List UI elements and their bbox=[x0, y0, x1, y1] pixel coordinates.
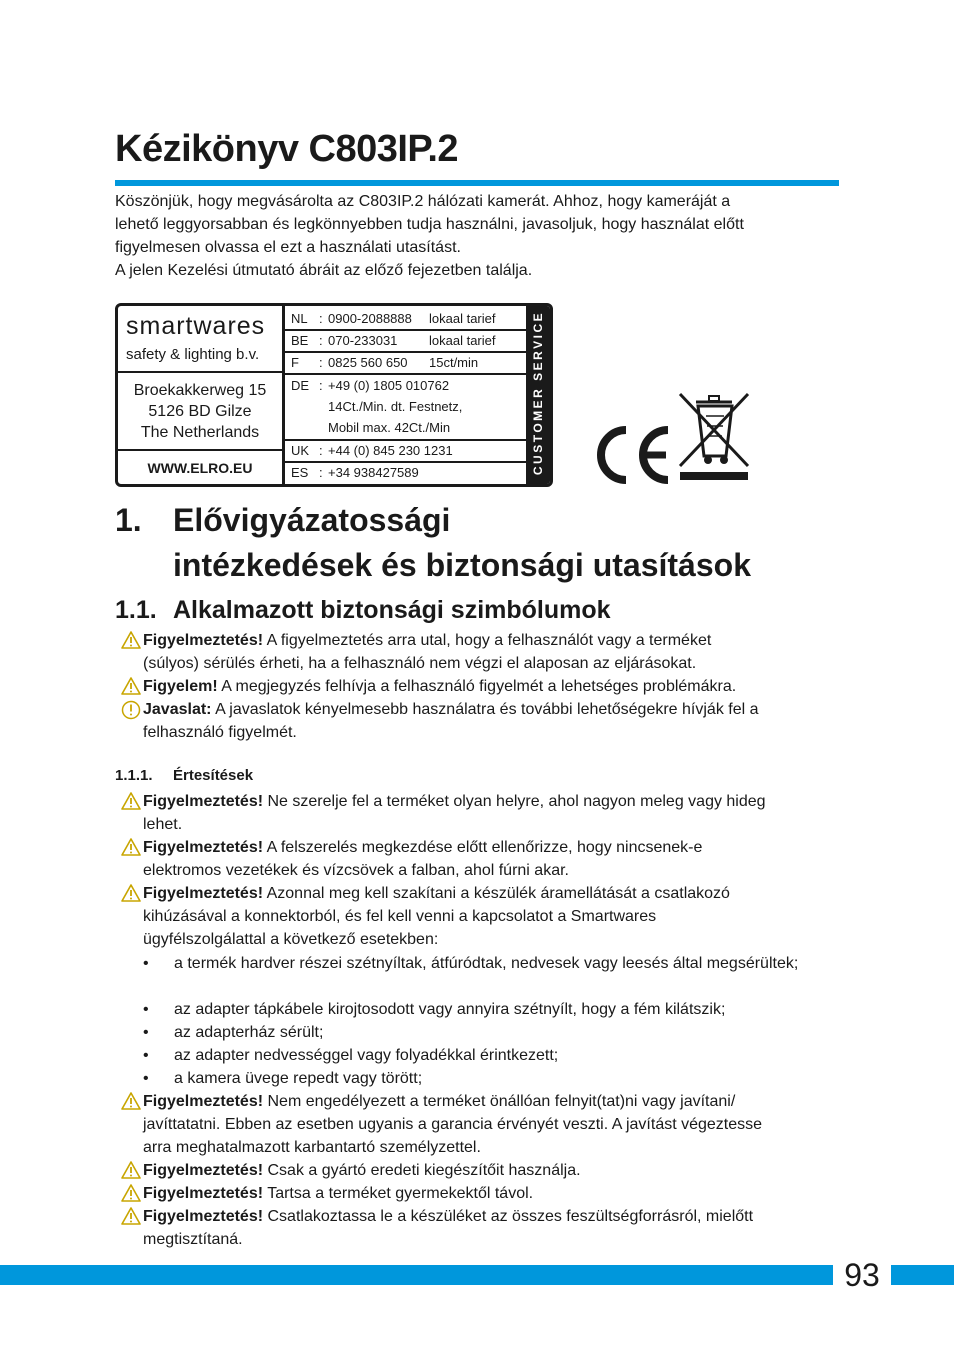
subsection-heading bbox=[115, 596, 611, 625]
bullet-text: az adapter nedvességgel vagy folyadékkal érintkezett; bbox=[174, 1047, 559, 1064]
notice-text: Csatlakoztassa le a készüléket az összes feszültségforrásról, mielőtt bbox=[263, 1208, 754, 1225]
notice-item bbox=[143, 1182, 843, 1205]
warning-label: Figyelmeztetés! bbox=[143, 1185, 264, 1202]
section-title: intézkedések és biztonsági utasítások bbox=[173, 547, 751, 583]
warning-label: Figyelmeztetés! bbox=[143, 885, 264, 902]
divider bbox=[285, 373, 526, 375]
intro-line: Köszönjük, hogy megvásárolta az C803IP.2 hálózati kamerát. Ahhoz, hogy kameráját a bbox=[115, 193, 731, 210]
country-code: NL bbox=[291, 311, 308, 326]
tariff: Mobil max. 42Ct./Min bbox=[328, 420, 451, 435]
warning-label: Figyelmeztetés! bbox=[143, 1162, 264, 1179]
tariff: 15ct/min bbox=[429, 355, 479, 370]
customer-service-card bbox=[115, 303, 553, 487]
warning-label: Figyelmeztetés! bbox=[143, 632, 264, 649]
warning-icon bbox=[121, 677, 141, 702]
page-title: Kézikönyv C803IP.2 bbox=[115, 128, 459, 170]
notice-text: Azonnal meg kell szakítani a készülék áramellátását a csatlakozó bbox=[263, 885, 730, 902]
warning-icon bbox=[121, 1207, 141, 1232]
bullet-text: a termék hardver részei szétnyíltak, átfúródtak, nedvesek vagy leesés által megsérültek; bbox=[174, 955, 799, 972]
notice-text: A felszerelés megkezdése előtt ellenőrizze, hogy nincsenek-e bbox=[263, 839, 703, 856]
footer-bar bbox=[0, 1265, 954, 1285]
notice-item bbox=[143, 1090, 843, 1159]
tariff: lokaal tarief bbox=[429, 311, 496, 326]
warning-icon bbox=[121, 792, 141, 817]
country-code: DE bbox=[291, 378, 310, 393]
page-number: 93 bbox=[833, 1257, 891, 1293]
company-block bbox=[118, 306, 282, 484]
notice-item bbox=[143, 836, 843, 882]
notice-text: megtisztítaná. bbox=[143, 1231, 243, 1248]
crossed-wheelie-bin-icon bbox=[676, 390, 752, 482]
notice-item bbox=[143, 1205, 843, 1251]
bullet-marker: • bbox=[143, 1047, 149, 1064]
notice-text: Nem engedélyezett a terméket önállóan felnyit(tat)ni vagy javítani/ bbox=[263, 1093, 736, 1110]
notice-text: elektromos vezetékek és vízcsövek a falban, ahol fúrni akar. bbox=[143, 862, 569, 879]
phone-number: 070-233031 bbox=[328, 333, 398, 348]
brand-name: smartwares bbox=[126, 312, 266, 340]
notice-text: lehet. bbox=[143, 816, 183, 833]
notice-text: javíttatatni. Ebben az esetben ugyanis a garancia érvényét veszti. A javítást végeztesse bbox=[143, 1116, 763, 1133]
country-code: BE bbox=[291, 333, 309, 348]
warning-label: Figyelmeztetés! bbox=[143, 1208, 264, 1225]
notice-text: ügyfélszolgálattal a következő esetekben: bbox=[143, 931, 439, 948]
symbol-text: A megjegyzés felhívja a felhasználó figyelmét a lehetséges problémákra. bbox=[217, 678, 737, 695]
symbol-item bbox=[143, 698, 843, 744]
subsection-title: Alkalmazott biztonsági szimbólumok bbox=[173, 596, 611, 624]
warning-label: Figyelmeztetés! bbox=[143, 793, 264, 810]
separator: : bbox=[319, 465, 323, 480]
warning-icon bbox=[121, 631, 141, 656]
symbol-item bbox=[143, 675, 843, 698]
warning-icon bbox=[121, 1092, 141, 1117]
symbol-text: felhasználó figyelmét. bbox=[143, 724, 297, 741]
phone-number: 0825 560 650 bbox=[328, 355, 408, 370]
intro-line: lehető leggyorsabban és legkönnyebben tudja használni, javasoljuk, hogy használat előtt bbox=[115, 216, 744, 233]
symbol-text: A javaslatok kényelmesebb használatra és további lehetőségekre hívják fel a bbox=[211, 701, 759, 718]
symbol-text: (súlyos) sérülés érheti, ha a felhasználó nem végzi el alaposan az eljárásokat. bbox=[143, 655, 697, 672]
intro-line: figyelmesen olvassa el ezt a használati utasítást. bbox=[115, 239, 461, 256]
notice-text: arra meghatalmazott karbantartó személyzettel. bbox=[143, 1139, 481, 1156]
bullet-marker: • bbox=[143, 1024, 149, 1041]
website-link[interactable]: WWW.ELRO.EU bbox=[147, 460, 253, 476]
tip-label: Javaslat: bbox=[143, 701, 212, 718]
notice-text: Csak a gyártó eredeti kiegészítőit használja. bbox=[263, 1162, 581, 1179]
separator: : bbox=[319, 443, 323, 458]
bullet-marker: • bbox=[143, 1001, 149, 1018]
subsubsection-number: 1.1.1. bbox=[115, 767, 153, 784]
phone-number: +34 938427589 bbox=[328, 465, 419, 480]
bullet-marker: • bbox=[143, 955, 149, 972]
subsubsection-title: Értesítések bbox=[173, 767, 254, 784]
customer-service-band bbox=[526, 306, 550, 484]
subsection-number: 1.1. bbox=[115, 596, 157, 624]
notice-item bbox=[143, 1159, 843, 1182]
section-title: Elővigyázatossági bbox=[173, 502, 451, 538]
address-line: 5126 BD Gilze bbox=[148, 403, 252, 420]
intro-paragraph bbox=[115, 190, 839, 282]
warning-icon bbox=[121, 1184, 141, 1209]
brand-subtitle: safety & lighting b.v. bbox=[126, 346, 260, 363]
phone-list bbox=[285, 306, 526, 484]
separator: : bbox=[319, 355, 323, 370]
warning-icon bbox=[121, 838, 141, 863]
country-code: ES bbox=[291, 465, 309, 480]
bullet-marker: • bbox=[143, 1070, 149, 1087]
country-code: UK bbox=[291, 443, 310, 458]
address-line: Broekakkerweg 15 bbox=[133, 382, 267, 399]
separator: : bbox=[319, 378, 323, 393]
notice-text: Ne szerelje fel a terméket olyan helyre, ahol nagyon meleg vagy hideg bbox=[263, 793, 766, 810]
notice-item bbox=[143, 882, 843, 951]
notice-label: Figyelem! bbox=[143, 678, 218, 695]
ce-mark-icon bbox=[590, 424, 672, 486]
company-address bbox=[118, 380, 282, 443]
divider bbox=[118, 449, 282, 451]
separator: : bbox=[319, 311, 323, 326]
phone-number: +44 (0) 845 230 1231 bbox=[328, 443, 453, 458]
bullet-text: az adapterház sérült; bbox=[174, 1024, 324, 1041]
info-icon bbox=[121, 700, 141, 727]
notice-text: kihúzásával a konnektorból, és fel kell venni a kapcsolatot a Smartwares bbox=[143, 908, 657, 925]
warning-label: Figyelmeztetés! bbox=[143, 839, 264, 856]
address-line: The Netherlands bbox=[140, 424, 260, 441]
country-code: F bbox=[291, 355, 299, 370]
warning-label: Figyelmeztetés! bbox=[143, 1093, 264, 1110]
tariff: lokaal tarief bbox=[429, 333, 496, 348]
divider bbox=[118, 371, 282, 373]
symbol-text: A figyelmeztetés arra utal, hogy a felhasználót vagy a terméket bbox=[263, 632, 712, 649]
warning-icon bbox=[121, 884, 141, 909]
notice-text: Tartsa a terméket gyermekektől távol. bbox=[263, 1185, 534, 1202]
warning-icon bbox=[121, 1161, 141, 1186]
section-number: 1. bbox=[115, 502, 142, 538]
tariff: 14Ct./Min. dt. Festnetz, bbox=[328, 399, 463, 414]
intro-line: A jelen Kezelési útmutató ábráit az előző fejezetben találja. bbox=[115, 262, 533, 279]
separator: : bbox=[319, 333, 323, 348]
title-rule bbox=[115, 180, 839, 186]
subsubsection-heading bbox=[115, 767, 254, 784]
bullet-text: az adapter tápkábele kirojtosodott vagy annyira szétnyílt, hogy a fém kilátszik; bbox=[174, 1001, 726, 1018]
notice-item bbox=[143, 790, 843, 836]
phone-number: 0900-2088888 bbox=[328, 311, 412, 326]
bullet-text: a kamera üvege repedt vagy törött; bbox=[174, 1070, 423, 1087]
band-label: CUSTOMER SERVICE bbox=[531, 310, 545, 476]
symbol-item bbox=[143, 629, 843, 675]
phone-number: +49 (0) 1805 010762 bbox=[328, 378, 450, 393]
